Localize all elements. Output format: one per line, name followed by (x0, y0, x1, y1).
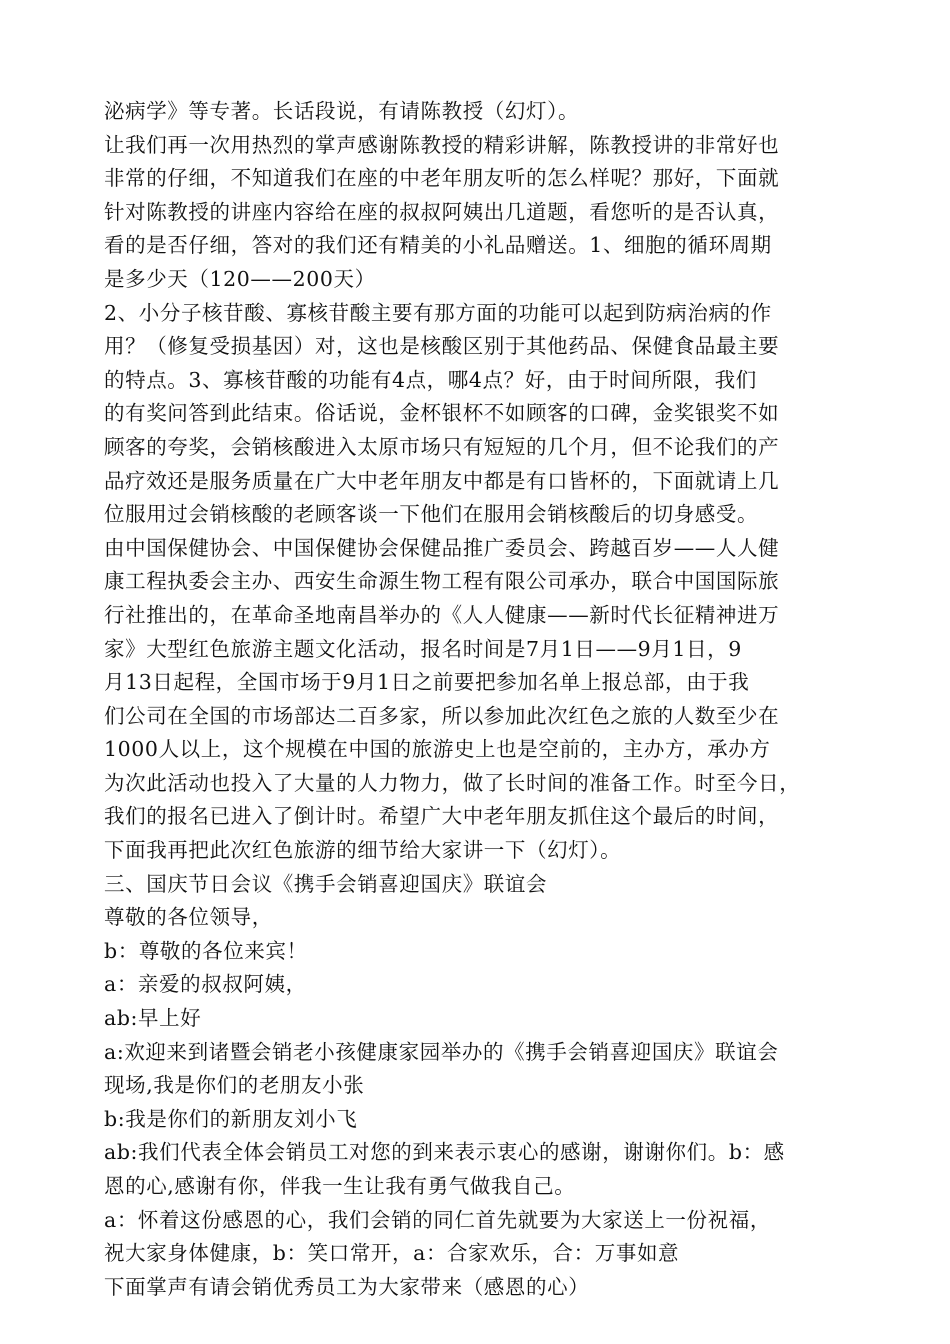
text-line: 现场,我是你们的老朋友小张 (104, 1073, 365, 1098)
text-line: 我们的报名已进入了倒计时。希望广大中老年朋友抓住这个最后的时间， (104, 804, 780, 829)
text-line: 泌病学》等专著。长话段说，有请陈教授（幻灯）。 (104, 99, 580, 123)
text-line: 祝大家身体健康，b：笑口常开，a：合家欢乐，合：万事如意 (104, 1241, 680, 1266)
text-line: b：尊敬的各位来宾！ (104, 938, 308, 963)
document-body (104, 95, 864, 1304)
text-line: 的有奖问答到此结束。俗话说，金杯银杯不如顾客的口碑，金奖银奖不如 (104, 401, 780, 426)
text-line: 尊敬的各位领导， (104, 905, 273, 930)
text-line: 们公司在全国的市场部达二百多家，所以参加此次红色之旅的人数至少在 (104, 703, 780, 728)
text-line: 家》大型红色旅游主题文化活动，报名时间是7月1日——9月1日，9 (104, 636, 742, 661)
text-line: 1000人以上，这个规模在中国的旅游史上也是空前的，主办方，承办方 (104, 737, 771, 762)
text-line: ab:我们代表全体会销员工对您的到来表示衷心的感谢，谢谢你们。b：感 (104, 1140, 785, 1165)
text-line: 让我们再一次用热烈的掌声感谢陈教授的精彩讲解，陈教授讲的非常好也 (104, 132, 780, 157)
text-line: 位服用过会销核酸的老顾客谈一下他们在服用会销核酸后的切身感受。 (104, 502, 759, 527)
text-line: 的特点。3、寡核苷酸的功能有4点，哪4点？好，由于时间所限，我们 (104, 367, 757, 392)
text-line: 2、小分子核苷酸、寡核苷酸主要有那方面的功能可以起到防病治病的作 (104, 300, 772, 325)
text-line: a:欢迎来到诸暨会销老小孩健康家园举办的《携手会销喜迎国庆》联谊会 (104, 1039, 779, 1064)
text-line: 康工程执委会主办、西安生命源生物工程有限公司承办，联合中国国际旅 (104, 569, 780, 594)
text-line: ab:早上好 (104, 1006, 202, 1031)
text-line: 月13日起程，全国市场于9月1日之前要把参加名单上报总部，由于我 (104, 670, 750, 695)
text-line: 下面掌声有请会销优秀员工为大家带来（感恩的心） (104, 1274, 590, 1299)
text-line: 非常的仔细，不知道我们在座的中老年朋友听的怎么样呢？那好，下面就 (104, 166, 780, 191)
text-line: 是多少天（120——200天） (104, 266, 376, 291)
text-line: 由中国保健协会、中国保健协会保健品推广委员会、跨越百岁——人人健 (104, 535, 780, 560)
text-line: 品疗效还是服务质量在广大中老年朋友中都是有口皆杯的，下面就请上几 (104, 468, 780, 493)
text-line: 下面我再把此次红色旅游的细节给大家讲一下（幻灯）。 (104, 838, 622, 863)
text-line: 行社推出的，在革命圣地南昌举办的《人人健康——新时代长征精神进万 (104, 602, 780, 627)
text-line: 顾客的夸奖，会销核酸进入太原市场只有短短的几个月，但不论我们的产 (104, 434, 780, 459)
text-line: 恩的心,感谢有你，伴我一生让我有勇气做我自己。 (104, 1174, 576, 1198)
text-line: 针对陈教授的讲座内容给在座的叔叔阿姨出几道题，看您听的是否认真， (104, 199, 780, 224)
text-line: 看的是否仔细，答对的我们还有精美的小礼品赠送。1、细胞的循环周期 (104, 233, 772, 258)
text-line: 用？（修复受损基因）对，这也是核酸区别于其他药品、保健食品最主要 (104, 334, 780, 359)
text-line: 为次此活动也投入了大量的人力物力，做了长时间的准备工作。时至今日， (104, 770, 801, 795)
text-line: a：亲爱的叔叔阿姨， (104, 972, 307, 997)
section-heading: 三、国庆节日会议《携手会销喜迎国庆》联谊会 (104, 871, 548, 896)
text-line: b:我是你们的新朋友刘小飞 (104, 1106, 358, 1131)
text-line: a：怀着这份感恩的心，我们会销的同仁首先就要为大家送上一份祝福， (104, 1207, 771, 1232)
